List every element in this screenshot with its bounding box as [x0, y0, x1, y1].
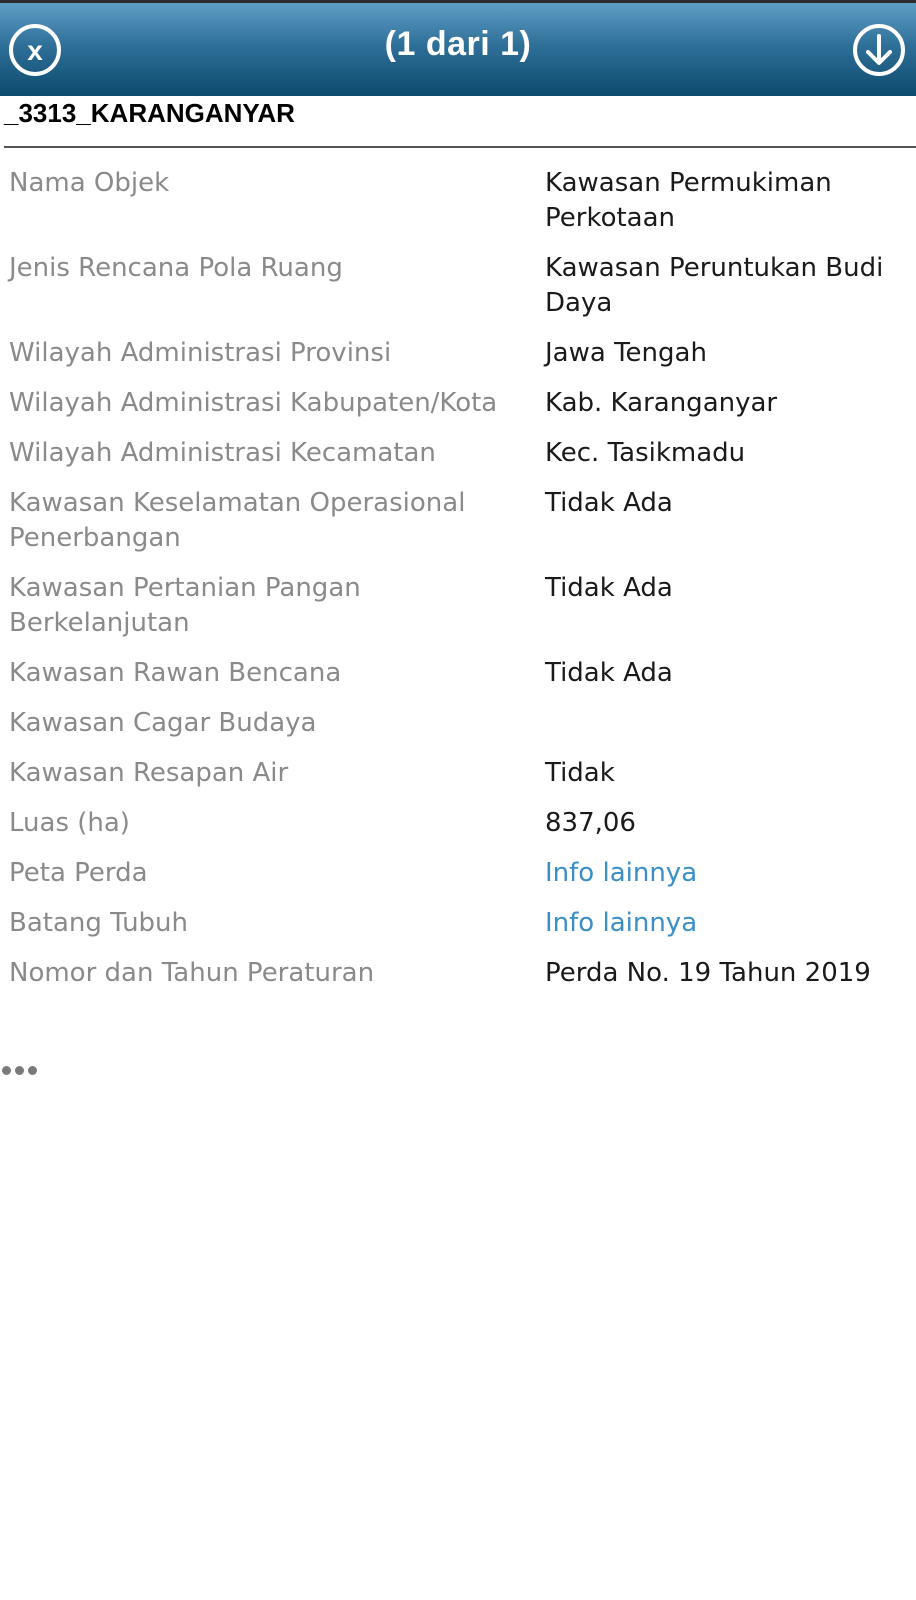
- attribute-label: Kawasan Pertanian Pangan Berkelanjutan: [9, 573, 361, 638]
- attribute-row: [0, 571, 916, 641]
- attribute-label: Wilayah Administrasi Kecamatan: [9, 438, 436, 468]
- attribute-row: [0, 856, 916, 891]
- attribute-value: Tidak Ada: [545, 658, 673, 688]
- attribute-value: Perda No. 19 Tahun 2019: [545, 958, 871, 988]
- attribute-row: [0, 706, 916, 741]
- attribute-label: Nomor dan Tahun Peraturan: [9, 958, 375, 988]
- download-icon[interactable]: [852, 23, 906, 77]
- attribute-table: [0, 166, 916, 1006]
- popup-header: [0, 0, 916, 96]
- attribute-row: [0, 251, 916, 321]
- attribute-label: Batang Tubuh: [9, 908, 189, 938]
- attribute-label: Jenis Rencana Pola Ruang: [9, 253, 343, 283]
- attribute-row: [0, 436, 916, 471]
- attribute-label: Peta Perda: [9, 858, 148, 888]
- attribute-label: Wilayah Administrasi Provinsi: [9, 338, 392, 368]
- attribute-row: [0, 166, 916, 236]
- attribute-value: Kawasan Permukiman Perkotaan: [545, 168, 832, 233]
- attribute-row: [0, 486, 916, 556]
- attribute-row: [0, 906, 916, 941]
- divider: [4, 146, 916, 148]
- attribute-value: Tidak: [545, 758, 615, 788]
- attribute-label: Kawasan Cagar Budaya: [9, 708, 317, 738]
- attribute-label: Wilayah Administrasi Kabupaten/Kota: [9, 388, 498, 418]
- attribute-label: Kawasan Keselamatan Operasional Penerbangan: [9, 488, 466, 553]
- attribute-row: [0, 756, 916, 791]
- attribute-value: Jawa Tengah: [545, 338, 707, 368]
- attribute-value: 837,06: [545, 808, 636, 838]
- attribute-label: Nama Objek: [9, 168, 170, 198]
- attribute-row: [0, 806, 916, 841]
- attribute-value: Tidak Ada: [545, 488, 673, 518]
- layer-name: _3313_KARANGANYAR: [4, 98, 295, 128]
- attribute-label: Kawasan Resapan Air: [9, 758, 289, 788]
- attribute-row: [0, 656, 916, 691]
- attribute-label: Kawasan Rawan Bencana: [9, 658, 342, 688]
- more-dots-icon[interactable]: [2, 1066, 37, 1075]
- attribute-value: Tidak Ada: [545, 573, 673, 603]
- attribute-row: [0, 386, 916, 421]
- attribute-row: [0, 956, 916, 991]
- attribute-label: Luas (ha): [9, 808, 130, 838]
- info-link[interactable]: Info lainnya: [545, 908, 698, 938]
- attribute-value: Kab. Karanganyar: [545, 388, 778, 418]
- attribute-value: [545, 706, 916, 741]
- popup-title: (1 dari 1): [384, 25, 532, 63]
- attribute-value: Kawasan Peruntukan Budi Daya: [545, 253, 884, 318]
- info-link[interactable]: Info lainnya: [545, 858, 698, 888]
- attribute-row: [0, 336, 916, 371]
- attribute-value: Kec. Tasikmadu: [545, 438, 746, 468]
- svg-text:x: x: [27, 35, 43, 66]
